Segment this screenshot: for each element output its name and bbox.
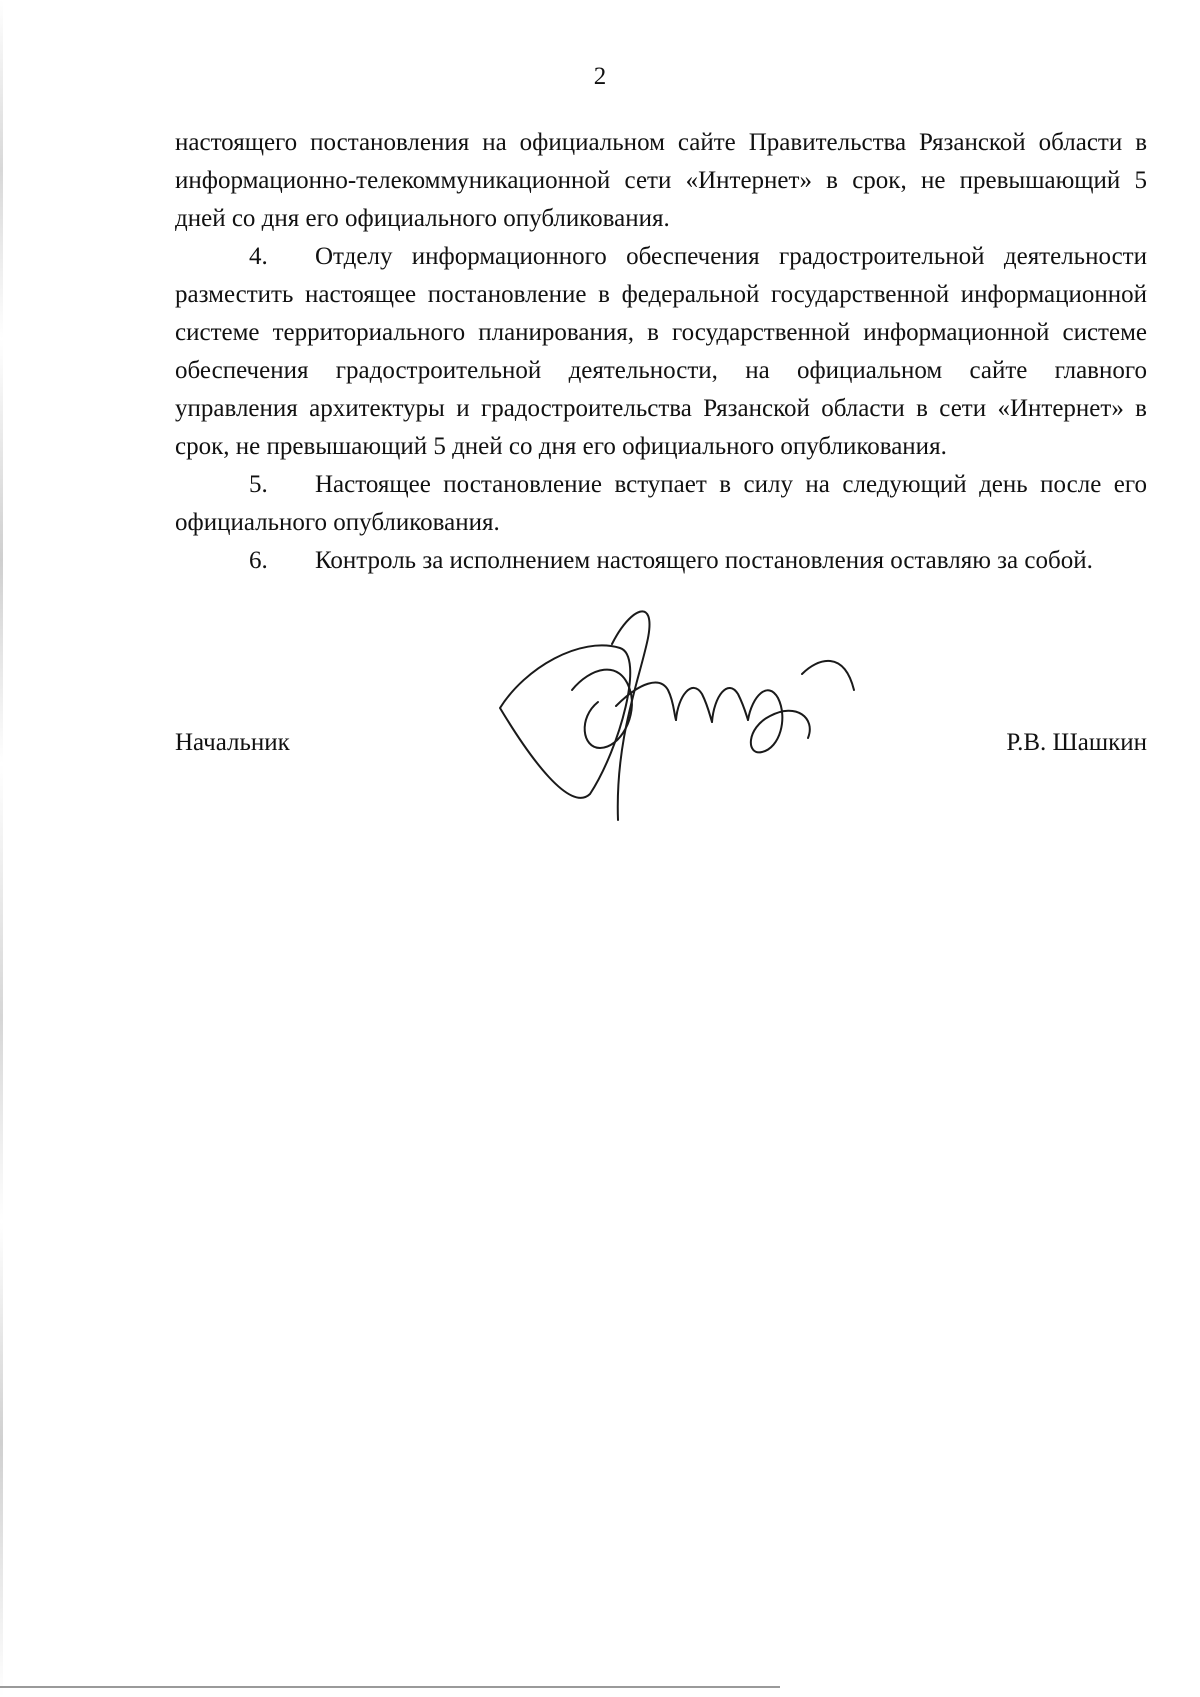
document-body [175,124,1147,580]
paragraph-3-continuation: настоящего постановления на официальном сайте Правительства Рязанской области в информационно-телекоммуникационной сети «Интернет» в срок, не превышающий 5 дней со дня его официального опубликования. [175,129,1147,232]
paragraph-4-number: 4. [249,243,268,270]
paragraph-5 [175,466,1147,542]
paragraph-4 [175,238,1147,466]
handwritten-signature [470,598,880,828]
scan-edge-bottom [0,1686,780,1688]
signatory-title: Начальник [175,729,290,756]
signature-block [175,724,1147,762]
paragraph-4-text: Отделу информационного обеспечения градостроительной деятельности разместить настоящее постановление в федеральной государственной информационной системе территориального планирования, в государственной информационной системе обеспечения градостроительной деятельности, на официальном сайте главного управления архитектуры и градостроительства Рязанской области в сети «Интернет» в срок, не превышающий 5 дней со дня его официального опубликования. [175,243,1147,460]
signatory-name: Р.В. Шашкин [1006,729,1147,756]
page-number: 2 [593,63,607,90]
paragraph-6 [175,542,1147,580]
paragraph-5-number: 5. [249,471,268,498]
paragraph-6-number: 6. [249,547,268,574]
scan-edge-left [0,0,3,1697]
paragraph-6-text: Контроль за исполнением настоящего постановления оставляю за собой. [315,547,1093,574]
paragraph-5-text: Настоящее постановление вступает в силу на следующий день после его официального опубликования. [175,471,1147,536]
